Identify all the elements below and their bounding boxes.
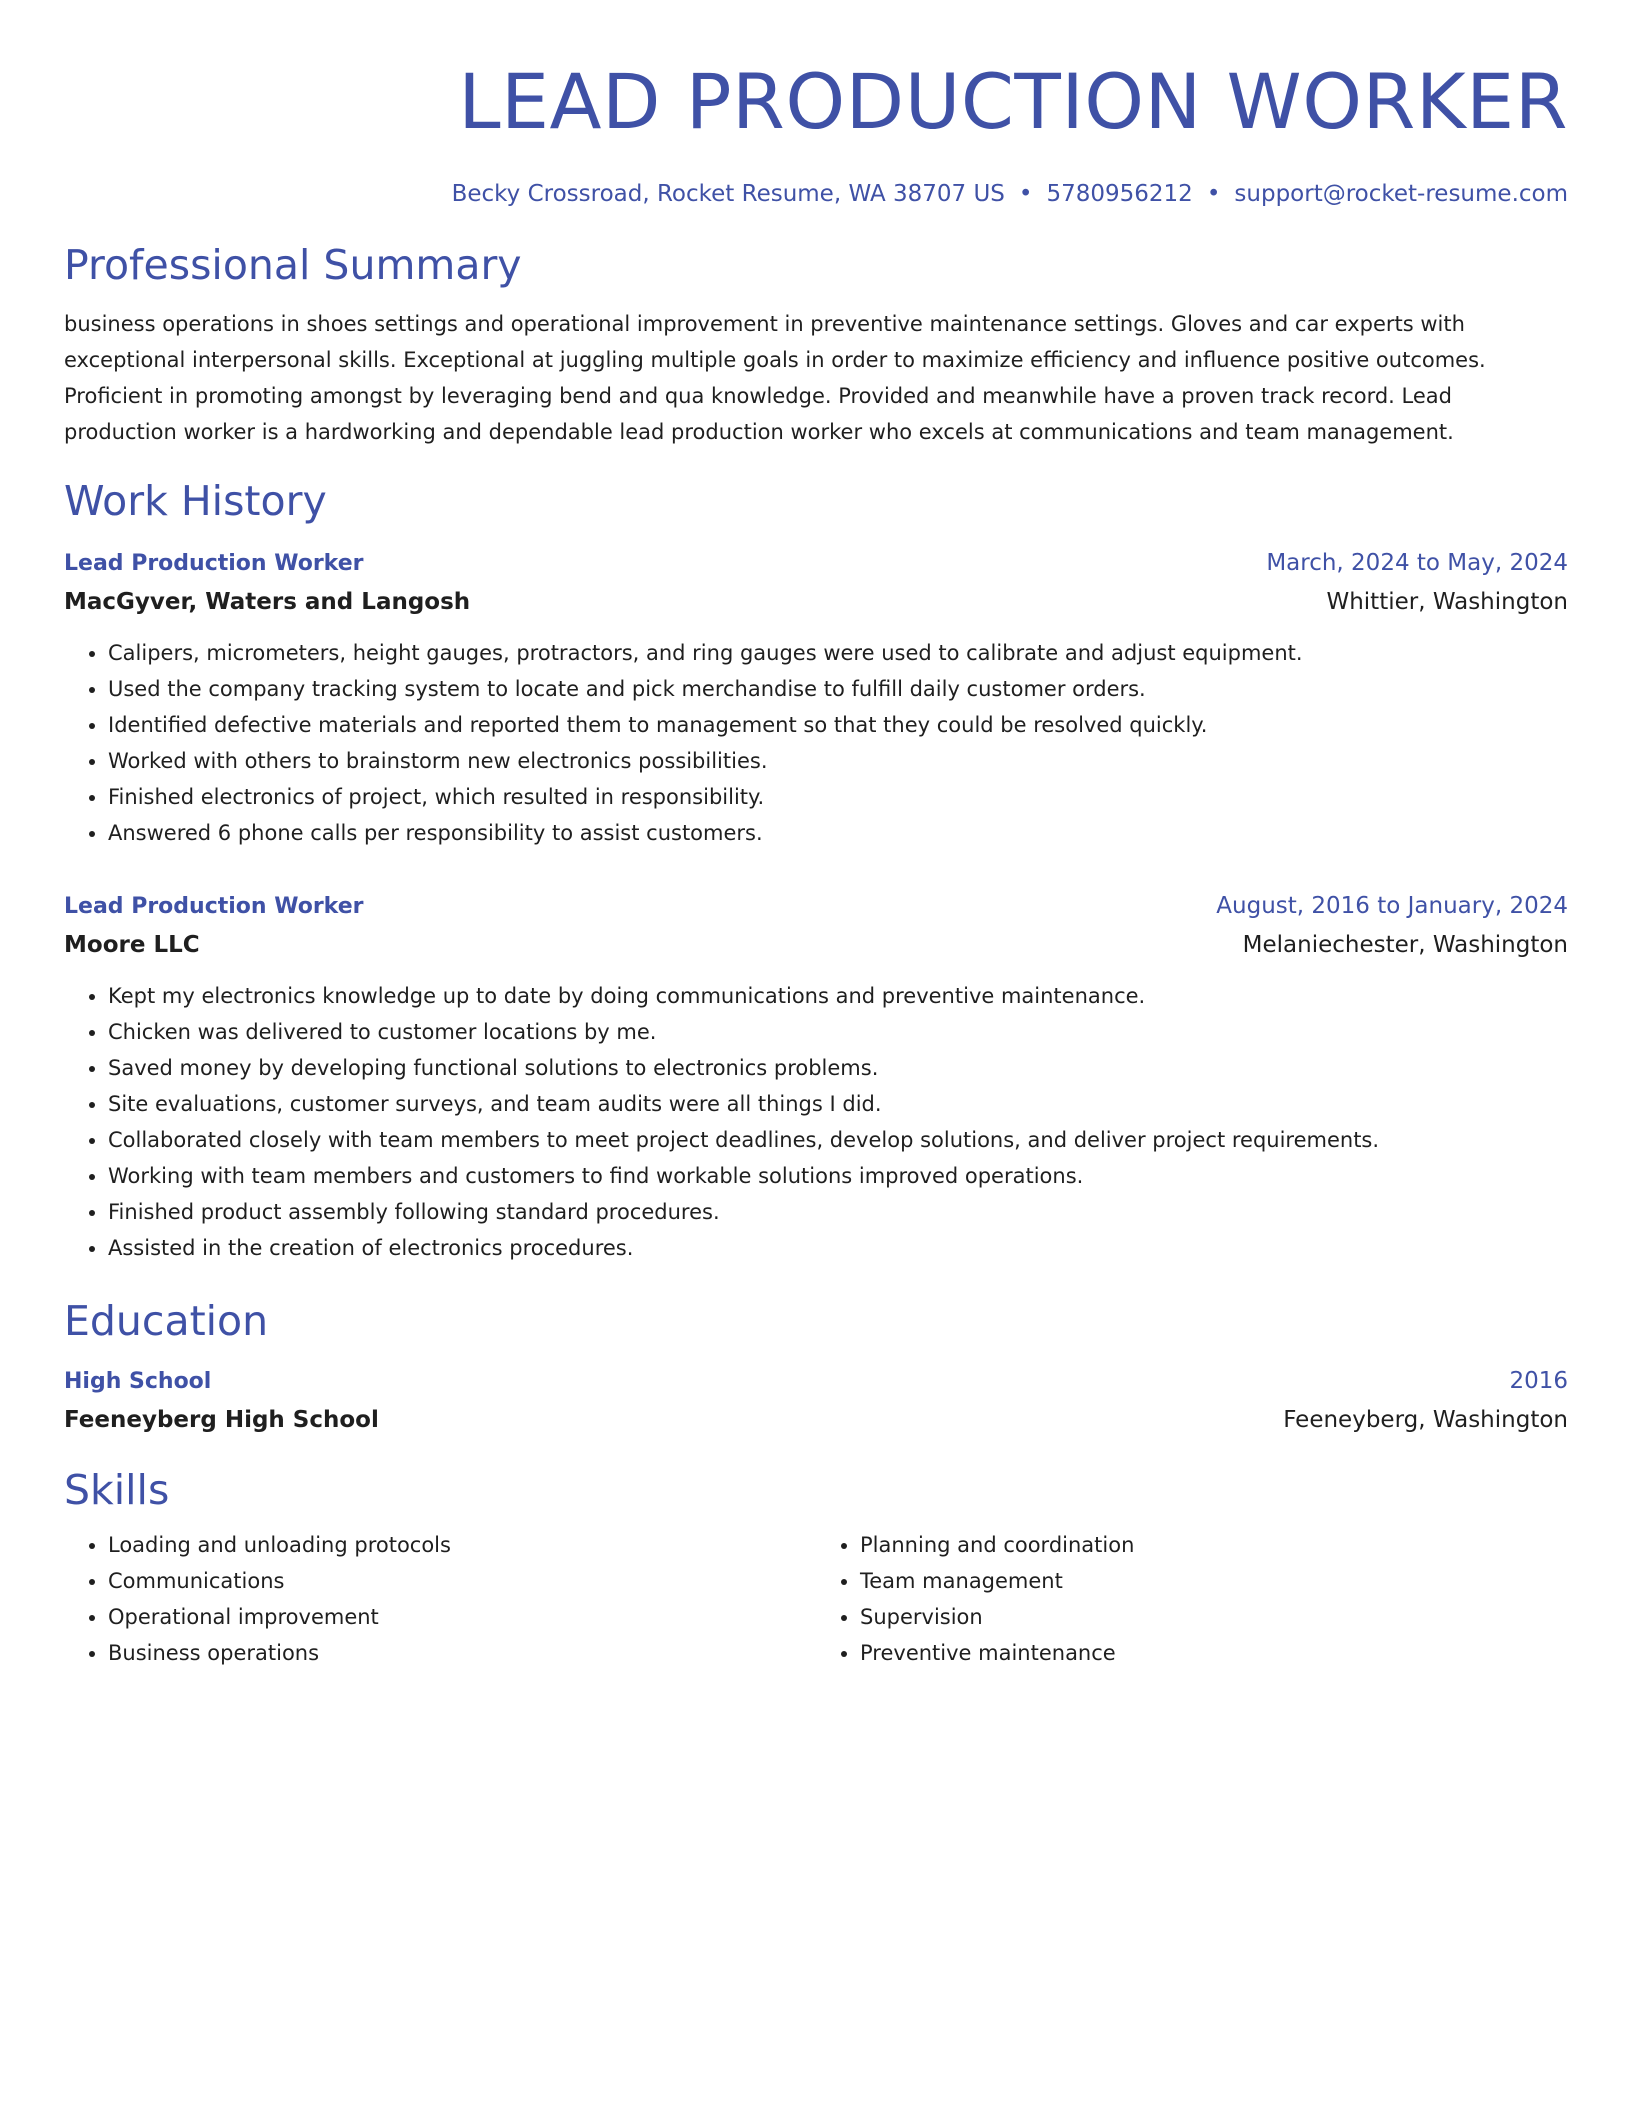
job-bullet: • Answered 6 phone calls per responsibility to assist customers.	[108, 815, 1568, 851]
job-bullet: • Working with team members and customers to find workable solutions improved operations.	[108, 1158, 1568, 1194]
education-location: Feeneyberg, Washington	[1283, 1407, 1568, 1433]
contact-line	[64, 178, 1568, 210]
job-bullet: • Worked with others to brainstorm new electronics possibilities.	[108, 743, 1568, 779]
education-school: Feeneyberg High School	[64, 1407, 379, 1433]
job-bullet: • Saved money by developing functional solutions to electronics problems.	[108, 1050, 1568, 1086]
job-bullet: • Collaborated closely with team members to meet project deadlines, develop solutions, and deliver project requirements.	[108, 1122, 1568, 1158]
skill-item: • Operational improvement	[108, 1599, 816, 1635]
job-bullet: • Chicken was delivered to customer locations by me.	[108, 1014, 1568, 1050]
section-title-work-history: Work History	[64, 477, 327, 525]
job-company: MacGyver, Waters and Langosh	[64, 589, 471, 615]
job-title: Lead Production Worker	[64, 894, 364, 919]
job-bullet: • Calipers, micrometers, height gauges, protractors, and ring gauges were used to calibrate and adjust equipment.	[108, 635, 1568, 671]
skill-item: • Business operations	[108, 1635, 816, 1671]
job-bullets	[64, 635, 1568, 851]
job-company-row	[64, 926, 1568, 964]
job-dates: March, 2024 to May, 2024	[1266, 550, 1568, 576]
job-bullets	[64, 978, 1568, 1266]
job-bullet: • Finished electronics of project, which resulted in responsibility.	[108, 779, 1568, 815]
section-title-education: Education	[64, 1297, 269, 1345]
job-bullet: • Assisted in the creation of electronics procedures.	[108, 1230, 1568, 1266]
resume-name: LEAD PRODUCTION WORKER	[458, 57, 1568, 146]
job-company: Moore LLC	[64, 932, 200, 958]
job-bullet: • Site evaluations, customer surveys, and team audits were all things I did.	[108, 1086, 1568, 1122]
resume-header	[64, 0, 1568, 210]
job-entry	[64, 887, 1568, 1266]
skill-item: • Communications	[108, 1563, 816, 1599]
education-header-row	[64, 1362, 1568, 1401]
skills-list	[64, 1527, 1568, 1671]
job-entry	[64, 544, 1568, 851]
skill-item: • Planning and coordination	[860, 1527, 1568, 1563]
job-bullet: • Used the company tracking system to locate and pick merchandise to fulfill daily customer orders.	[108, 671, 1568, 707]
education-school-row	[64, 1401, 1568, 1439]
skill-item: • Team management	[860, 1563, 1568, 1599]
section-title-summary: Professional Summary	[64, 241, 522, 289]
job-location: Whittier, Washington	[1326, 589, 1568, 615]
summary-text: business operations in shoes settings and operational improvement in preventive maintenance settings. Gloves and car experts with exceptional interpersonal skills. Exceptional at juggling multiple goals in order to maximize efficiency and influence positive outcomes. Proficient in promoting amongst by leveraging bend and qua knowledge. Provided and meanwhile have a proven track record. Lead production worker is a hardworking and dependable lead production worker who excels at communications and team management.	[64, 312, 1486, 444]
education-year: 2016	[1509, 1368, 1568, 1394]
job-bullet: • Finished product assembly following standard procedures.	[108, 1194, 1568, 1230]
skill-item: • Preventive maintenance	[860, 1635, 1568, 1671]
skills-column-right	[816, 1527, 1568, 1671]
contact-address: Becky Crossroad, Rocket Resume, WA 38707 US	[451, 181, 1005, 207]
job-bullet: • Kept my electronics knowledge up to date by doing communications and preventive maintenance.	[108, 978, 1568, 1014]
education-entry	[64, 1362, 1568, 1439]
contact-separator: •	[1206, 181, 1221, 207]
skill-item: • Supervision	[860, 1599, 1568, 1635]
job-dates: August, 2016 to January, 2024	[1216, 893, 1568, 919]
job-location: Melaniechester, Washington	[1242, 932, 1568, 958]
job-bullet: • Identified defective materials and reported them to management so that they could be resolved quickly.	[108, 707, 1568, 743]
job-header-row	[64, 887, 1568, 926]
contact-email: support@rocket-resume.com	[1234, 181, 1568, 207]
contact-phone: 5780956212	[1046, 181, 1193, 207]
job-title: Lead Production Worker	[64, 551, 364, 576]
education-degree: High School	[64, 1369, 212, 1394]
job-company-row	[64, 583, 1568, 621]
contact-separator: •	[1018, 181, 1033, 207]
skills-column-left	[64, 1527, 816, 1671]
skill-item: • Loading and unloading protocols	[108, 1527, 816, 1563]
job-header-row	[64, 544, 1568, 583]
section-title-skills: Skills	[64, 1466, 170, 1514]
